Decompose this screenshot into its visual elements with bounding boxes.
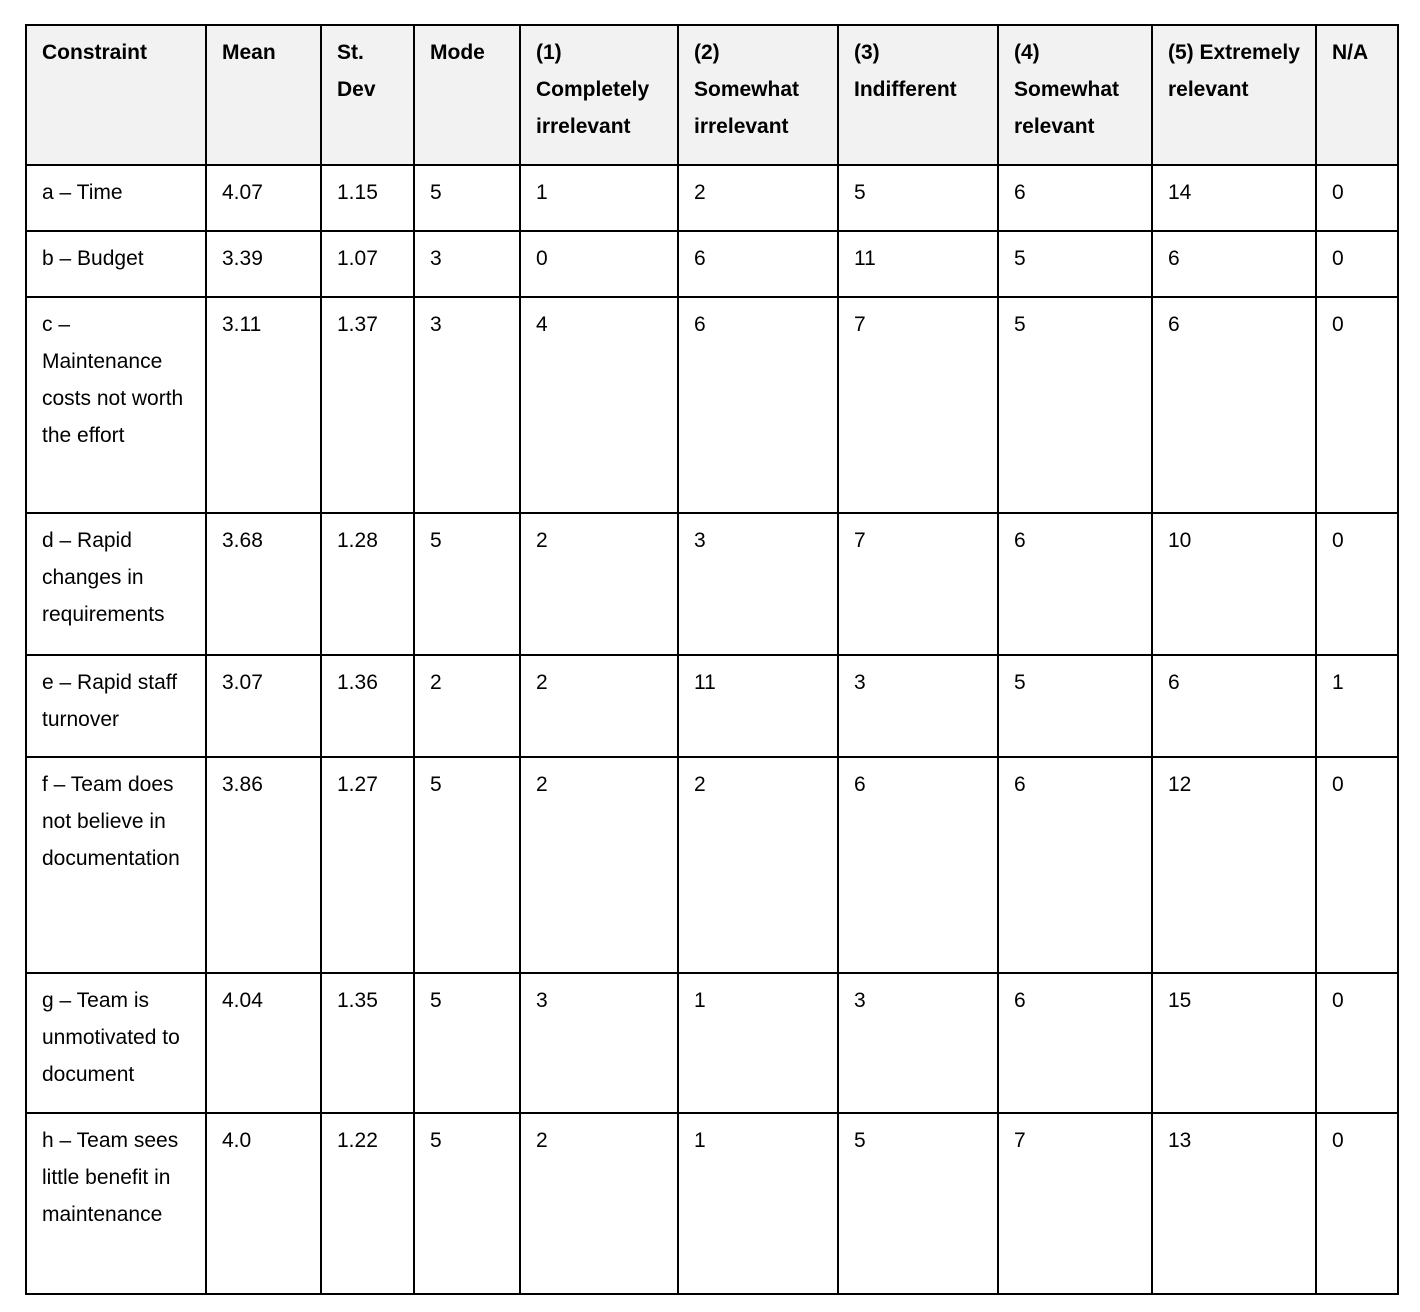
constraint-cell: a – Time [26,165,206,231]
value-cell: 3 [838,655,998,757]
value-cell: 1.22 [321,1113,414,1294]
column-header: (5) Extremely relevant [1152,25,1316,165]
column-header: Mean [206,25,321,165]
value-cell: 0 [1316,513,1398,655]
value-cell: 5 [414,165,520,231]
value-cell: 1.37 [321,297,414,513]
value-cell: 2 [520,513,678,655]
value-cell: 5 [414,1113,520,1294]
value-cell: 1 [678,1113,838,1294]
value-cell: 5 [414,757,520,973]
constraint-cell: g – Team is unmotivated to document [26,973,206,1113]
table-row [26,973,1398,1113]
column-header: (1) Completely irrelevant [520,25,678,165]
table-row [26,165,1398,231]
value-cell: 3 [520,973,678,1113]
constraint-cell: c – Maintenance costs not worth the effort [26,297,206,513]
constraints-table [25,24,1399,1295]
value-cell: 6 [1152,297,1316,513]
value-cell: 3.07 [206,655,321,757]
value-cell: 5 [838,1113,998,1294]
table-row [26,757,1398,973]
value-cell: 2 [520,1113,678,1294]
constraint-cell: f – Team does not believe in documentation [26,757,206,973]
constraint-cell: b – Budget [26,231,206,297]
constraint-cell: d – Rapid changes in requirements [26,513,206,655]
value-cell: 6 [998,165,1152,231]
value-cell: 4.04 [206,973,321,1113]
value-cell: 2 [414,655,520,757]
value-cell: 5 [838,165,998,231]
value-cell: 7 [998,1113,1152,1294]
value-cell: 1.35 [321,973,414,1113]
value-cell: 5 [414,973,520,1113]
value-cell: 11 [678,655,838,757]
value-cell: 3.11 [206,297,321,513]
value-cell: 0 [1316,1113,1398,1294]
table-row [26,297,1398,513]
value-cell: 3.86 [206,757,321,973]
value-cell: 3.68 [206,513,321,655]
value-cell: 1.28 [321,513,414,655]
value-cell: 6 [838,757,998,973]
value-cell: 1 [520,165,678,231]
value-cell: 1 [1316,655,1398,757]
column-header: Constraint [26,25,206,165]
value-cell: 4 [520,297,678,513]
value-cell: 6 [998,513,1152,655]
table-row [26,231,1398,297]
value-cell: 6 [1152,231,1316,297]
value-cell: 0 [1316,297,1398,513]
table-row [26,513,1398,655]
value-cell: 0 [1316,231,1398,297]
value-cell: 1 [678,973,838,1113]
value-cell: 0 [1316,165,1398,231]
value-cell: 10 [1152,513,1316,655]
value-cell: 12 [1152,757,1316,973]
value-cell: 5 [998,297,1152,513]
constraint-cell: h – Team sees little benefit in maintenance [26,1113,206,1294]
constraint-cell: e – Rapid staff turnover [26,655,206,757]
value-cell: 6 [998,757,1152,973]
value-cell: 0 [520,231,678,297]
value-cell: 6 [1152,655,1316,757]
table-row [26,1113,1398,1294]
value-cell: 4.0 [206,1113,321,1294]
value-cell: 6 [678,231,838,297]
value-cell: 4.07 [206,165,321,231]
header-row [26,25,1398,165]
value-cell: 2 [520,655,678,757]
value-cell: 15 [1152,973,1316,1113]
column-header: Mode [414,25,520,165]
value-cell: 2 [520,757,678,973]
value-cell: 13 [1152,1113,1316,1294]
value-cell: 0 [1316,757,1398,973]
value-cell: 11 [838,231,998,297]
value-cell: 2 [678,165,838,231]
value-cell: 5 [998,655,1152,757]
value-cell: 1.27 [321,757,414,973]
value-cell: 3 [414,297,520,513]
column-header: (2) Somewhat irrelevant [678,25,838,165]
value-cell: 1.07 [321,231,414,297]
value-cell: 5 [414,513,520,655]
value-cell: 3 [838,973,998,1113]
value-cell: 5 [998,231,1152,297]
table-row [26,655,1398,757]
value-cell: 3.39 [206,231,321,297]
value-cell: 6 [678,297,838,513]
value-cell: 7 [838,513,998,655]
value-cell: 1.15 [321,165,414,231]
value-cell: 0 [1316,973,1398,1113]
value-cell: 2 [678,757,838,973]
value-cell: 7 [838,297,998,513]
column-header: N/A [1316,25,1398,165]
value-cell: 1.36 [321,655,414,757]
value-cell: 3 [414,231,520,297]
value-cell: 14 [1152,165,1316,231]
column-header: (3) Indifferent [838,25,998,165]
value-cell: 6 [998,973,1152,1113]
column-header: (4) Somewhat relevant [998,25,1152,165]
value-cell: 3 [678,513,838,655]
column-header: St. Dev [321,25,414,165]
